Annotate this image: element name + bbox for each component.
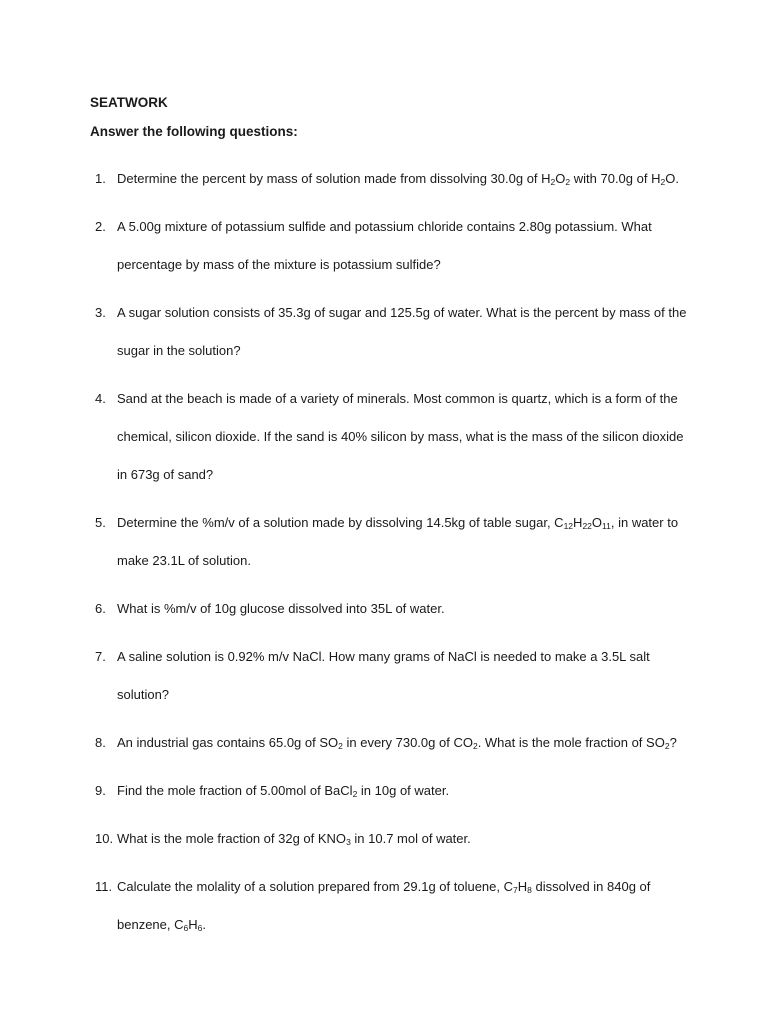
question-number: 11. (95, 879, 113, 894)
question-text-run: H (517, 879, 528, 894)
question-number: 2. (95, 219, 106, 234)
question-item (90, 868, 690, 944)
question-text-run: Determine the percent by mass of solution made from dissolving 30.0g of H (117, 171, 551, 186)
subscript: 6 (183, 923, 189, 933)
question-text (117, 638, 690, 714)
question-number: 6. (95, 601, 106, 616)
subscript: 22 (582, 521, 592, 531)
question-number: 8. (95, 735, 106, 750)
question-text-run: A saline solution is 0.92% m/v NaCl. How many grams of NaCl is needed to make a 3.5L salt solution? (117, 649, 650, 702)
question-text-run: in 10.7 mol of water. (350, 831, 471, 846)
subscript: 8 (527, 885, 532, 895)
subscript: 2 (565, 177, 571, 187)
question-text-run: A 5.00g mixture of potassium sulfide and potassium chloride contains 2.80g potassium. What percentage by mass of the mixture is potassium sulfide? (117, 219, 652, 272)
question-number: 7. (95, 649, 106, 664)
question-text-run: Sand at the beach is made of a variety of minerals. Most common is quartz, which is a form of the chemical, silicon dioxide. If the sand is 40% silicon by mass, what is the mass of the silicon dioxide in 673g of sand? (117, 391, 684, 482)
question-text (117, 160, 690, 198)
subscript: 7 (513, 885, 518, 895)
question-text-run: dissolved in 840g of benzene, C (117, 879, 651, 932)
question-text (117, 868, 690, 944)
question-text-run: in every 730.0g of CO (342, 735, 473, 750)
question-number: 10. (95, 831, 114, 846)
question-text-run: . (202, 917, 206, 932)
question-item (90, 820, 690, 858)
question-text-run: H (188, 917, 198, 932)
question-text-run: Calculate the molality of a solution prepared from 29.1g of toluene, C (117, 879, 514, 894)
question-number: 4. (95, 391, 106, 406)
question-text (117, 772, 690, 810)
question-list (90, 160, 690, 954)
question-text-run: O (591, 515, 603, 530)
question-text-run: A sugar solution consists of 35.3g of sugar and 125.5g of water. What is the percent by mass of the sugar in the solution? (117, 305, 687, 358)
subscript: 12 (563, 521, 574, 531)
question-text-run: Find the mole fraction of 5.00mol of BaCl (117, 783, 353, 798)
question-text-run: , in water to make 23.1L of solution. (117, 515, 679, 568)
question-text-run: What is %m/v of 10g glucose dissolved into 35L of water. (117, 601, 445, 616)
question-text-run: . What is the mole fraction of SO (477, 735, 665, 750)
question-text-run: with 70.0g of H (570, 171, 661, 186)
subscript: 2 (352, 789, 358, 799)
question-text-run: O. (665, 171, 679, 186)
question-item (90, 590, 690, 628)
subscript: 2 (472, 741, 478, 751)
question-item (90, 724, 690, 762)
question-text (117, 820, 690, 858)
subscript: 2 (660, 177, 666, 187)
question-text (117, 294, 690, 370)
subscript: 2 (338, 741, 343, 751)
instructions-heading: Answer the following questions: (90, 124, 298, 139)
question-text-run: H (573, 515, 583, 530)
question-text-run: An industrial gas contains 65.0g of SO (117, 735, 339, 750)
subscript: 2 (664, 741, 670, 751)
question-item (90, 504, 690, 580)
question-number: 9. (95, 783, 106, 798)
subscript: 2 (550, 177, 556, 187)
question-text-run: ? (669, 735, 677, 750)
subscript: 6 (197, 923, 203, 933)
question-item (90, 638, 690, 714)
question-text (117, 724, 690, 762)
question-text (117, 504, 690, 580)
question-text (117, 380, 690, 494)
question-number: 3. (95, 305, 106, 320)
question-text (117, 590, 690, 628)
document-heading: SEATWORK (90, 95, 168, 110)
question-text-run: in 10g of water. (357, 783, 450, 798)
question-text (117, 208, 690, 284)
question-item (90, 294, 690, 370)
question-text-run: What is the mole fraction of 32g of KNO (117, 831, 347, 846)
question-item (90, 208, 690, 284)
question-item (90, 380, 690, 494)
question-text-run: Determine the %m/v of a solution made by dissolving 14.5kg of table sugar, C (117, 515, 564, 530)
question-item (90, 772, 690, 810)
question-number: 1. (95, 171, 106, 186)
subscript: 11 (602, 521, 611, 531)
question-item (90, 160, 690, 198)
question-number: 5. (95, 515, 106, 530)
subscript: 3 (346, 837, 351, 847)
question-text-run: O (555, 171, 566, 186)
